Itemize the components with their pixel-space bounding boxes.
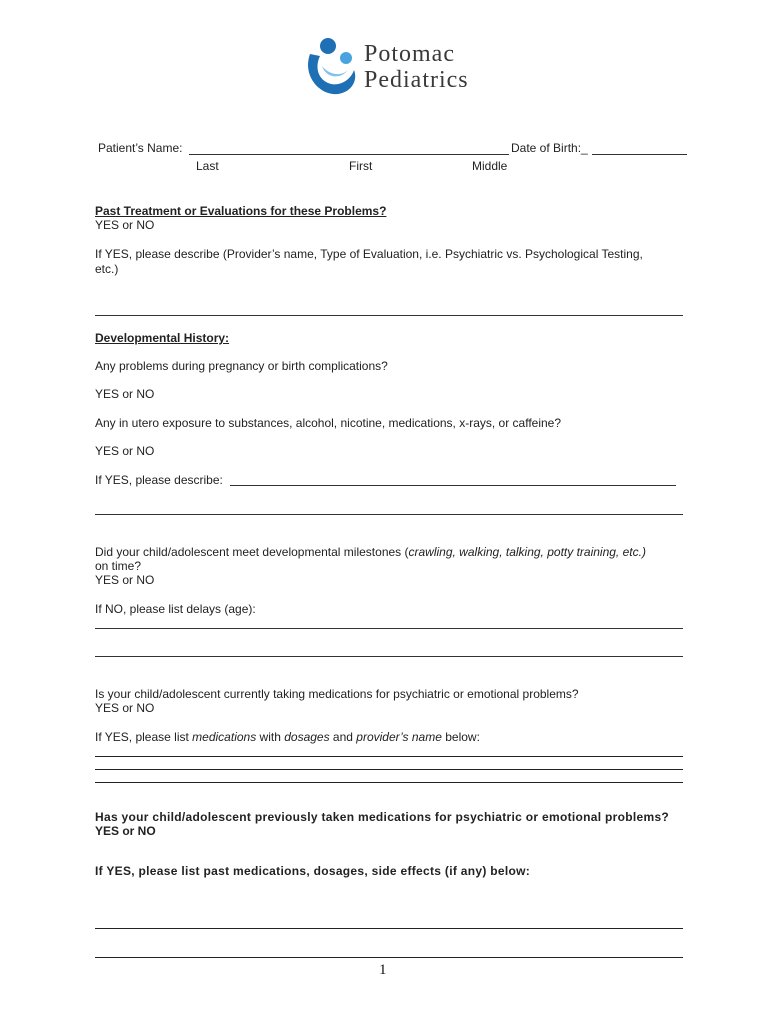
dob-line[interactable] (592, 154, 687, 155)
past-treatment-describe-cont: etc.) (95, 262, 119, 276)
last-name-caption: Last (196, 159, 219, 173)
page-number: 1 (379, 962, 387, 978)
current-meds-line-3[interactable] (95, 782, 683, 783)
developmental-history-heading: Developmental History: (95, 331, 230, 345)
current-meds-question: Is your child/adolescent currently taking medications for psychiatric or emotional problems? (95, 687, 579, 701)
previous-meds-line-2[interactable] (95, 957, 683, 958)
past-treatment-describe: If YES, please describe (Provider’s name, Type of Evaluation, i.e. Psychiatric vs. Psychological Testing, (95, 247, 643, 261)
pregnancy-question: Any problems during pregnancy or birth complications? (95, 359, 388, 373)
current-meds-list-label: If YES, please list medications with dosages and provider’s name below: (95, 730, 480, 744)
dob-label: Date of Birth:_ (511, 141, 588, 155)
past-treatment-yes-no: YES or NO (95, 218, 155, 232)
first-name-caption: First (349, 159, 373, 173)
in-utero-yes-no: YES or NO (95, 444, 155, 458)
previous-meds-yes-no: YES or NO (95, 824, 156, 838)
logo-line1: Potomac (364, 41, 455, 67)
patient-name-label: Patient’s Name: (98, 141, 183, 155)
milestones-question: Did your child/adolescent meet developmental milestones (crawling, walking, talking, potty training, etc.) (95, 545, 646, 559)
delays-line-2[interactable] (95, 656, 683, 657)
potomac-pediatrics-logo (302, 36, 512, 100)
previous-meds-list-label: If YES, please list past medications, dosages, side effects (if any) below: (95, 864, 531, 878)
logo-mark-icon (302, 36, 362, 100)
in-utero-question: Any in utero exposure to substances, alcohol, nicotine, medications, x-rays, or caffeine? (95, 416, 562, 430)
past-treatment-heading: Past Treatment or Evaluations for these Problems? (95, 204, 387, 218)
milestones-question-cont: on time? (95, 559, 142, 573)
in-utero-answer-line[interactable] (95, 514, 683, 515)
current-meds-yes-no: YES or NO (95, 701, 155, 715)
past-treatment-answer-line[interactable] (95, 315, 683, 316)
in-utero-describe-label: If YES, please describe: (95, 473, 223, 487)
in-utero-describe-line[interactable] (230, 485, 676, 486)
previous-meds-line-1[interactable] (95, 928, 683, 929)
current-meds-line-2[interactable] (95, 769, 683, 770)
current-meds-line-1[interactable] (95, 756, 683, 757)
milestones-yes-no: YES or NO (95, 573, 155, 587)
logo-line2: Pediatrics (364, 67, 469, 93)
delays-label: If NO, please list delays (age): (95, 602, 256, 616)
pregnancy-yes-no: YES or NO (95, 387, 155, 401)
previous-meds-question: Has your child/adolescent previously taken medications for psychiatric or emotional problems? (95, 810, 670, 824)
middle-name-caption: Middle (472, 159, 508, 173)
patient-name-line[interactable] (189, 154, 509, 155)
delays-line-1[interactable] (95, 628, 683, 629)
